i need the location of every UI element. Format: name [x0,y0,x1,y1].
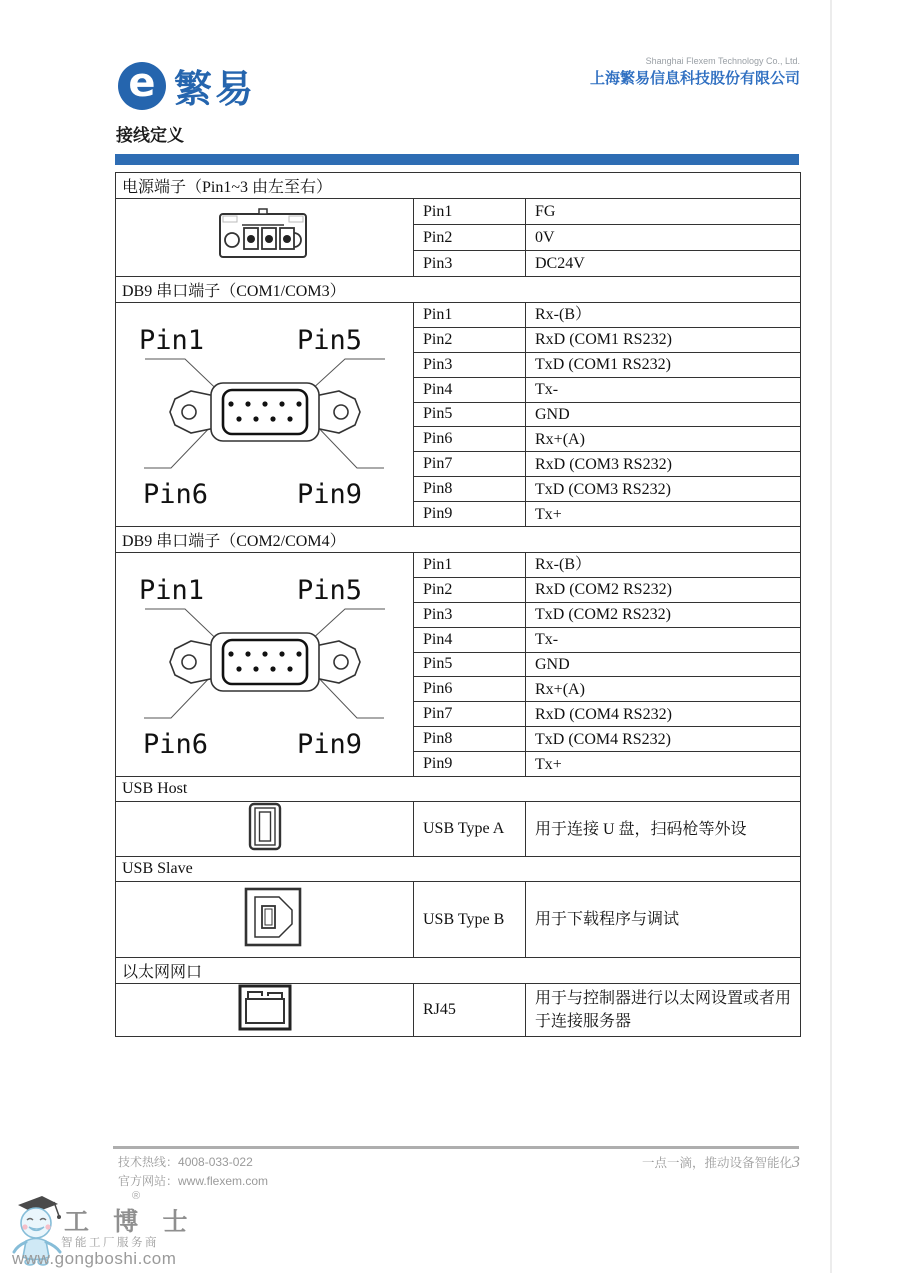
power-connector-diagram [116,199,414,277]
desc-cell: Tx+ [526,502,801,527]
desc-cell: RxD (COM1 RS232) [526,327,801,352]
gongboshi-name: 工 博 士 [64,1209,197,1236]
table-row [116,802,801,857]
pin-cell: Pin8 [414,727,526,752]
table-row [116,199,801,225]
website-url: www.flexem.com [178,1174,269,1188]
section-header-db9-com13 [116,277,801,303]
pin-cell: Pin4 [414,377,526,402]
company-name-cn: 上海繁易信息科技股份有限公司 [589,70,800,87]
table-row [116,882,801,958]
desc-cell: Tx- [526,377,801,402]
desc-cell: FG [526,199,801,225]
accent-bar [115,154,799,165]
table-row [116,303,801,328]
footer-divider [113,1146,799,1149]
pin-cell: Pin7 [414,702,526,727]
desc-cell: DC24V [526,251,801,277]
desc-cell: 用于与控制器进行以太网设置或者用于连接服务器 [526,984,801,1037]
db9-label-pin9: Pin9 [296,729,362,760]
pin-cell: Pin9 [414,752,526,777]
gongboshi-watermark [12,1190,242,1270]
footer-slogan [642,1153,800,1172]
db9-label-pin6: Pin6 [142,729,208,760]
pin-cell: Pin3 [414,602,526,627]
pin-cell: Pin1 [414,553,526,578]
desc-cell: Rx+(A) [526,427,801,452]
pin-cell: Pin4 [414,627,526,652]
pin-cell: Pin6 [414,677,526,702]
section-header-power [116,173,801,199]
page-title: 接线定义 [116,126,184,145]
power-connector-icon [116,199,414,271]
pin-cell: RJ45 [414,984,526,1037]
flexem-logo [118,58,256,113]
desc-cell: RxD (COM3 RS232) [526,452,801,477]
website-label: 官方网站： [118,1174,179,1188]
pin-cell: Pin2 [414,225,526,251]
pin-cell: Pin7 [414,452,526,477]
db9-connector-icon [117,303,413,521]
usb-b-icon [116,882,414,952]
section-title: DB9 串口端子（COM2/COM4） [116,527,801,553]
rj45-connector-diagram [116,984,414,1037]
registered-mark: ® [132,1190,141,1202]
rj45-icon [116,984,414,1031]
footer-hotline [118,1153,268,1172]
flexem-logo-icon: e [118,62,166,110]
pin-cell: Pin9 [414,502,526,527]
db9-label-pin9: Pin9 [296,479,362,510]
slogan-text: 一点一滴，推动设备智能化 [641,1156,792,1170]
hotline-label: 技术热线： [118,1155,179,1169]
hotline-number: 4008-033-022 [178,1155,253,1169]
desc-cell: 用于连接 U 盘，扫码枪等外设 [526,802,801,857]
desc-cell: 用于下载程序与调试 [526,882,801,958]
desc-cell: Tx+ [526,752,801,777]
db9-label-pin5: Pin5 [296,575,362,606]
desc-cell: Rx-(B） [526,303,801,328]
db9-connector-diagram [116,553,414,777]
desc-cell: RxD (COM2 RS232) [526,577,801,602]
pin-cell: Pin1 [414,303,526,328]
section-header-usb-slave [116,857,801,882]
pin-cell: Pin8 [414,477,526,502]
pin-cell: Pin5 [414,402,526,427]
page-number: 3 [792,1154,800,1171]
table-row [116,553,801,578]
footer-contact [118,1153,268,1191]
company-name-en: Shanghai Flexem Technology Co., Ltd. [645,56,800,66]
pin-cell: Pin2 [414,327,526,352]
db9-label-pin1: Pin1 [138,575,204,606]
db9-connector-diagram [116,303,414,527]
pin-cell: Pin1 [414,199,526,225]
desc-cell: Tx- [526,627,801,652]
db9-label-pin1: Pin1 [138,325,204,356]
section-title: 电源端子（Pin1~3 由左至右） [116,173,801,199]
pin-cell: Pin3 [414,251,526,277]
desc-cell: GND [526,652,801,677]
desc-cell: RxD (COM4 RS232) [526,702,801,727]
pin-cell: Pin5 [414,652,526,677]
section-title: 以太网网口 [116,958,801,984]
usb-b-connector-diagram [116,882,414,958]
footer-website [118,1172,268,1191]
wiring-table [115,172,801,1037]
table-row [116,984,801,1037]
page-edge-line [830,0,832,1273]
pin-cell: Pin6 [414,427,526,452]
desc-cell: TxD (COM2 RS232) [526,602,801,627]
section-header-usb-host [116,777,801,802]
desc-cell: Rx-(B） [526,553,801,578]
gongboshi-url: www.gongboshi.com [12,1249,177,1268]
section-title: DB9 串口端子（COM1/COM3） [116,277,801,303]
db9-label-pin6: Pin6 [142,479,208,510]
desc-cell: TxD (COM1 RS232) [526,352,801,377]
db9-connector-icon [117,553,413,771]
pin-cell: USB Type A [414,802,526,857]
section-title: USB Host [116,777,801,802]
desc-cell: TxD (COM4 RS232) [526,727,801,752]
pin-cell: Pin2 [414,577,526,602]
section-title: USB Slave [116,857,801,882]
pin-cell: Pin3 [414,352,526,377]
desc-cell: TxD (COM3 RS232) [526,477,801,502]
section-header-db9-com24 [116,527,801,553]
section-header-ethernet [116,958,801,984]
desc-cell: Rx+(A) [526,677,801,702]
gongboshi-tagline: 智能工厂服务商 [61,1237,159,1249]
usb-a-connector-diagram [116,802,414,857]
flexem-logo-text: 繁易 [174,69,257,111]
usb-a-icon [116,802,414,851]
pin-cell: USB Type B [414,882,526,958]
desc-cell: GND [526,402,801,427]
desc-cell: 0V [526,225,801,251]
db9-label-pin5: Pin5 [296,325,362,356]
